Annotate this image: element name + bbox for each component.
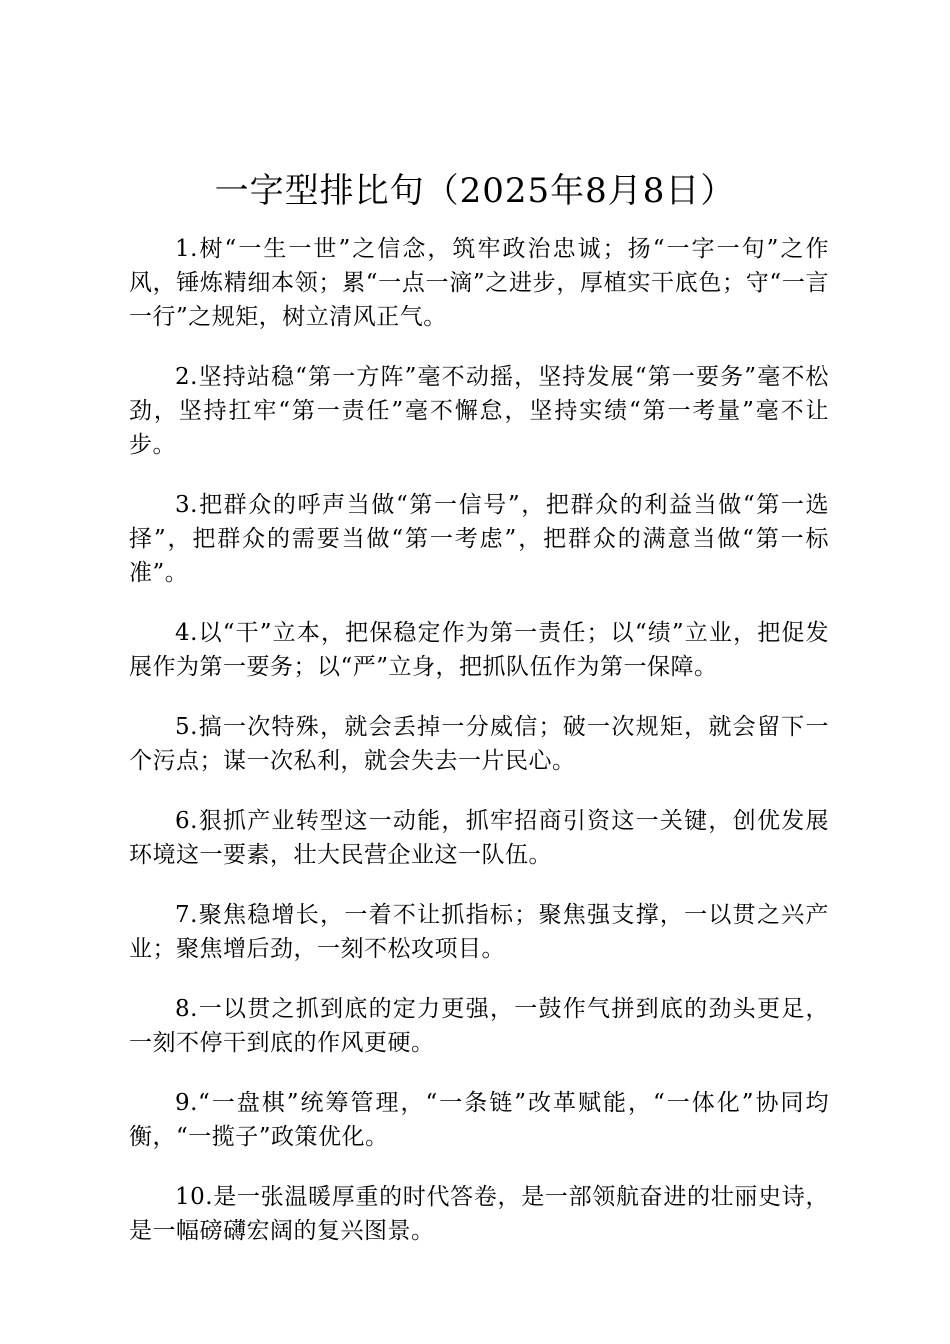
paragraph-10: 10.是一张温暖厚重的时代答卷，是一部领航奋进的壮丽史诗，是一幅磅礴宏阔的复兴图景。 xyxy=(129,1184,829,1244)
paragraph-2: 2.坚持站稳“第一方阵”毫不动摇，坚持发展“第一要务”毫不松劲，坚持扛牢“第一责任”毫不懈怠，坚持实绩“第一考量”毫不让步。 xyxy=(129,364,829,458)
paragraph-4: 4.以“干”立本，把保稳定作为第一责任；以“绩”立业，把促发展作为第一要务；以“严”立身，把抓队伍作为第一保障。 xyxy=(129,620,829,680)
paragraph-5: 5.搞一次特殊，就会丢掉一分威信；破一次规矩，就会留下一个污点；谋一次私利，就会失去一片民心。 xyxy=(129,714,829,774)
paragraph-8: 8.一以贯之抓到底的定力更强，一鼓作气拼到底的劲头更足，一刻不停干到底的作风更硬。 xyxy=(129,996,829,1056)
paragraph-3: 3.把群众的呼声当做“第一信号”，把群众的利益当做“第一选择”，把群众的需要当做“第一考虑”，把群众的满意当做“第一标准”。 xyxy=(129,492,829,586)
document-body xyxy=(129,232,829,1274)
paragraph-1: 1.树“一生一世”之信念，筑牢政治忠诚；扬“一字一句”之作风，锤炼精细本领；累“一点一滴”之进步，厚植实干底色；守“一言一行”之规矩，树立清风正气。 xyxy=(129,236,829,330)
paragraph-6: 6.狠抓产业转型这一动能，抓牢招商引资这一关键，创优发展环境这一要素，壮大民营企业这一队伍。 xyxy=(129,808,829,868)
paragraph-7: 7.聚焦稳增长，一着不让抓指标；聚焦强支撑，一以贯之兴产业；聚焦增后劲，一刻不松攻项目。 xyxy=(129,902,829,962)
paragraph-9: 9.“一盘棋”统筹管理，“一条链”改革赋能，“一体化”协同均衡，“一揽子”政策优化。 xyxy=(129,1090,829,1150)
document-title: 一字型排比句（2025年8月8日） xyxy=(214,171,736,211)
